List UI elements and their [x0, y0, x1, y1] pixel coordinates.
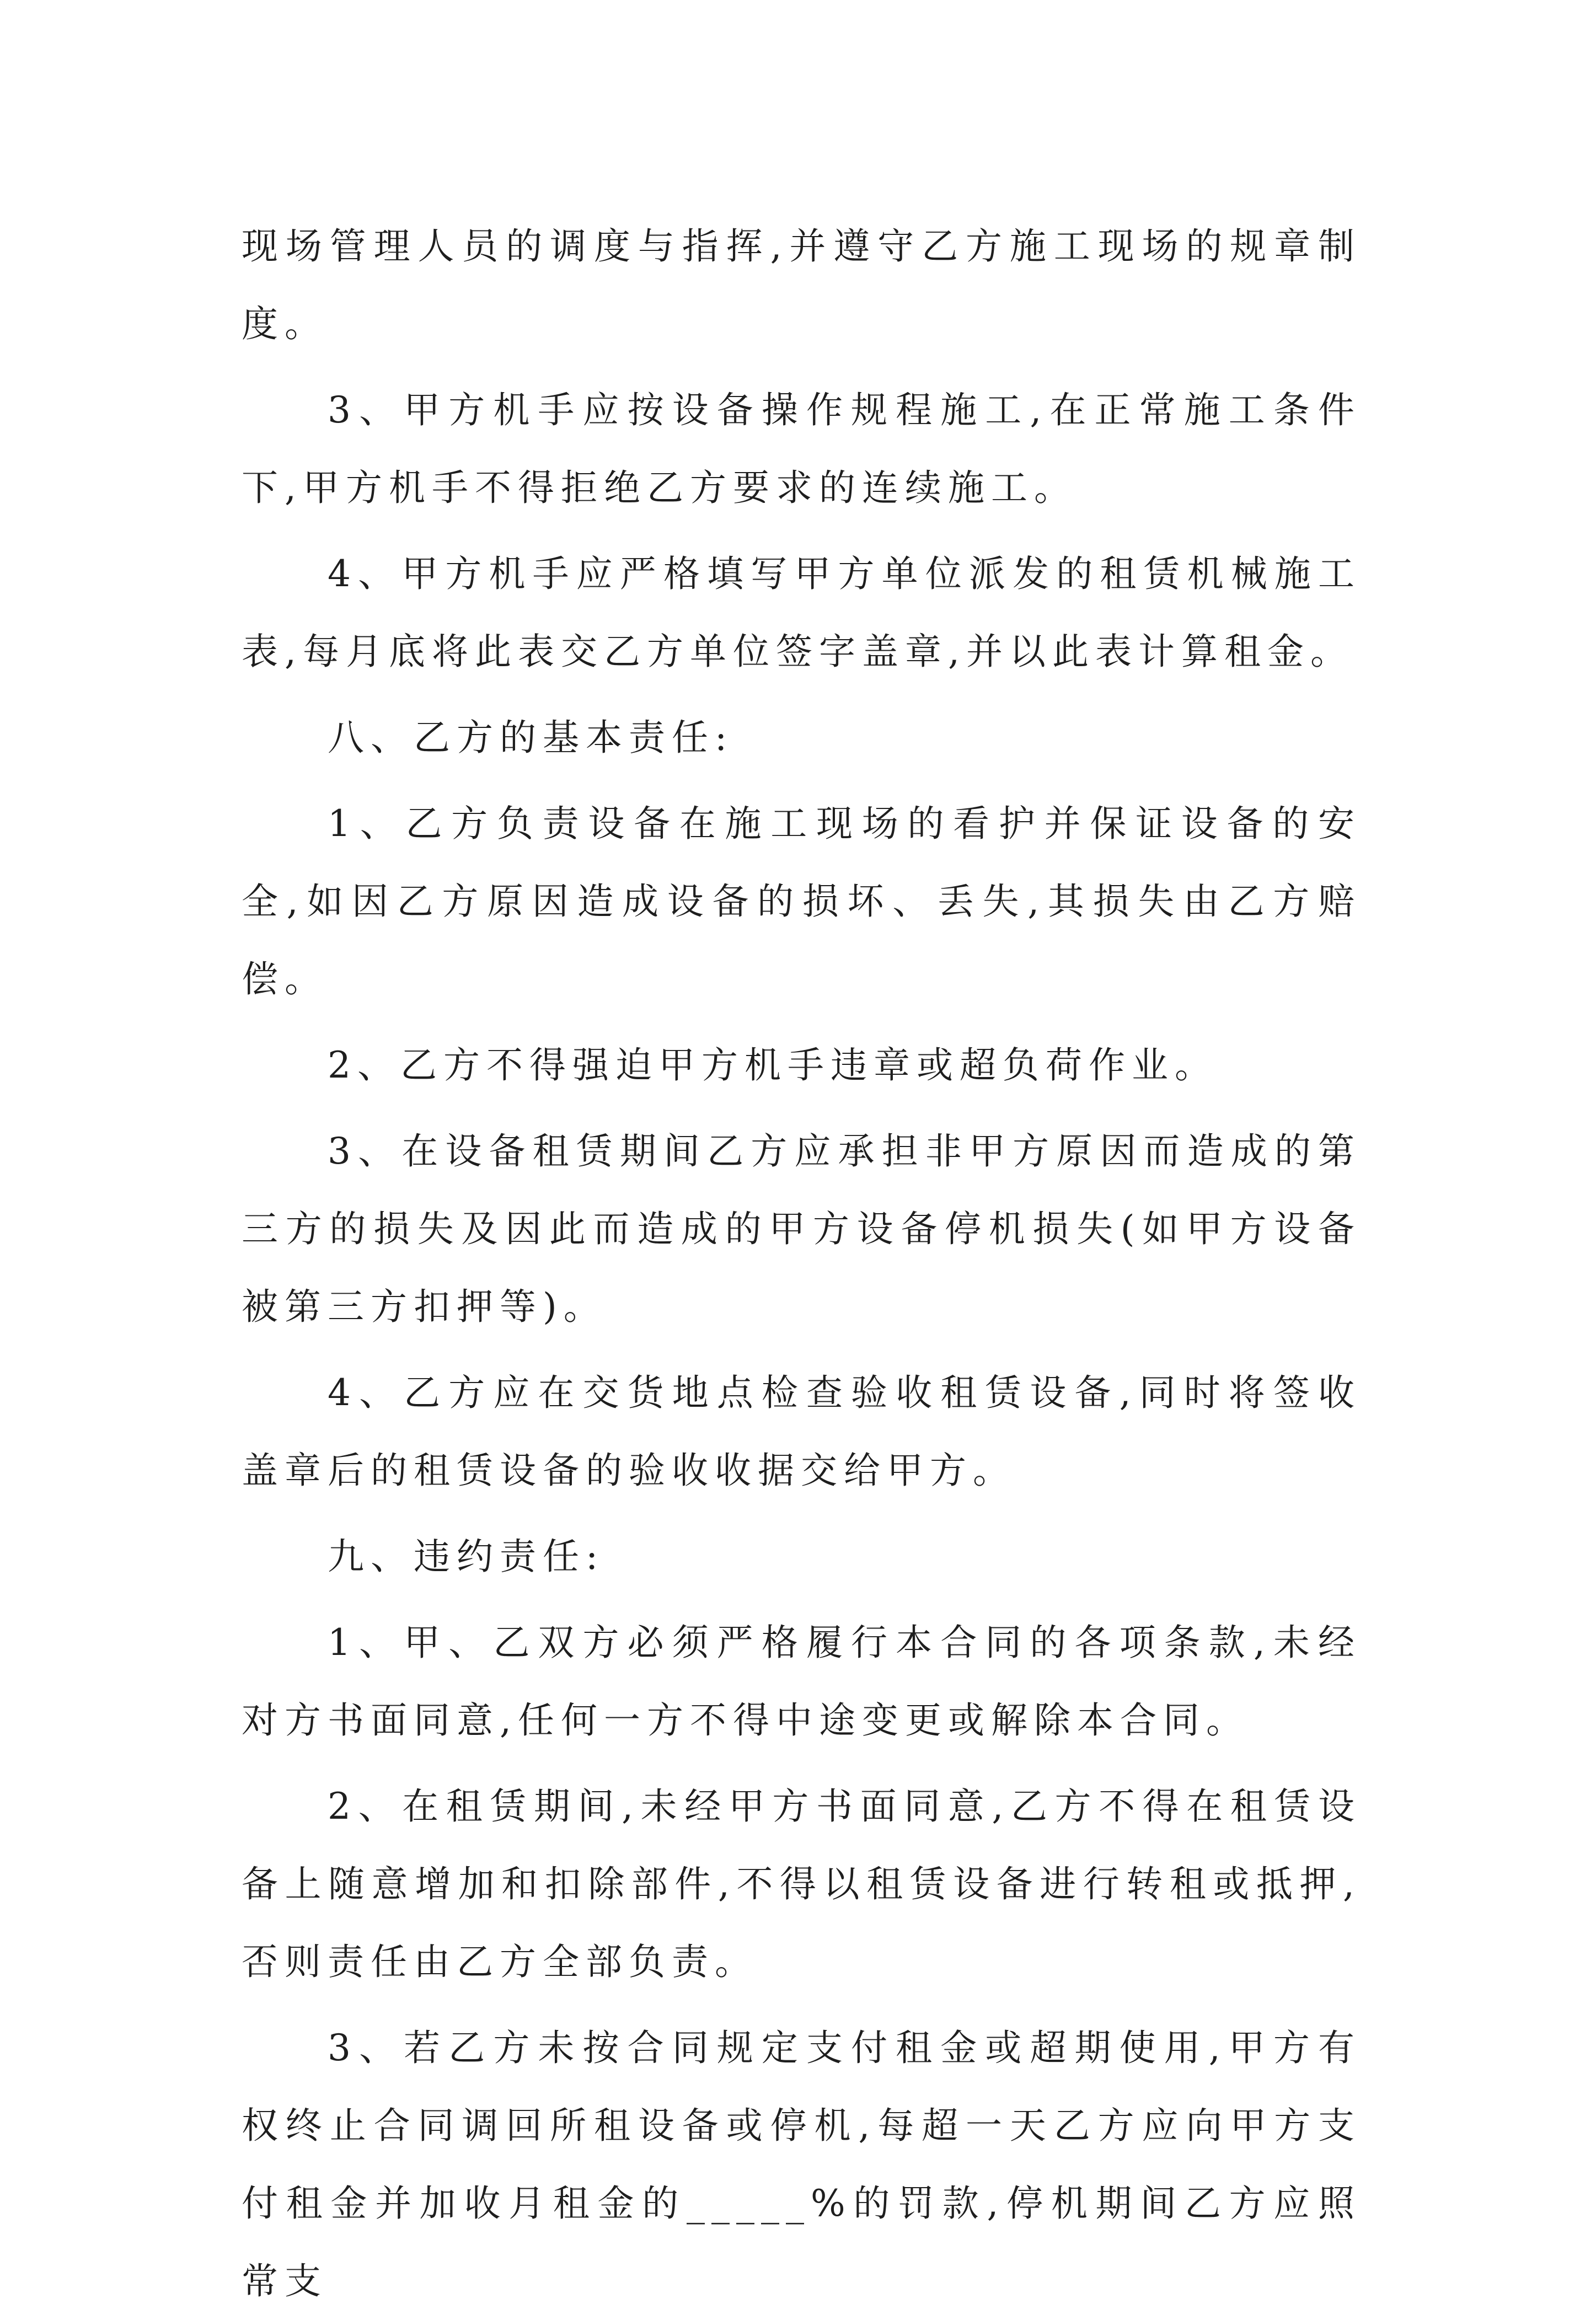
- section-heading-8: 八、乙方的基本责任:: [328, 716, 734, 759]
- paragraph-continuation: 现场管理人员的调度与指挥,并遵守乙方施工现场的规章制度。: [242, 225, 1361, 345]
- paragraph-clause-8-4: 4、乙方应在交货地点检查验收租赁设备,同时将签收盖章后的租赁设备的验收收据交给甲方。: [242, 1371, 1361, 1492]
- paragraph-clause-8-1: 1、乙方负责设备在施工现场的看护并保证设备的安全,如因乙方原因造成设备的损坏、丢失,其损失由乙方赔偿。: [242, 802, 1361, 1000]
- paragraph-clause-8-3: 3、在设备租赁期间乙方应承担非甲方原因而造成的第三方的损失及因此而造成的甲方设备停机损失(如甲方设备被第三方扣押等)。: [242, 1130, 1361, 1328]
- paragraph-clause-8-2: 2、乙方不得强迫甲方机手违章或超负荷作业。: [328, 1044, 1218, 1086]
- paragraph-clause-9-1: 1、甲、乙双方必须严格履行本合同的各项条款,未经对方书面同意,任何一方不得中途变更或解除本合同。: [242, 1621, 1361, 1742]
- section-heading-9: 九、违约责任:: [328, 1535, 605, 1578]
- paragraph-clause-9-2: 2、在租赁期间,未经甲方书面同意,乙方不得在租赁设备上随意增加和扣除部件,不得以租赁设备进行转租或抵押,否则责任由乙方全部负责。: [242, 1785, 1361, 1983]
- paragraph-clause-9-3: 3、若乙方未按合同规定支付租金或超期使用,甲方有权终止合同调回所租设备或停机,每超一天乙方应向甲方支付租金并加收月租金的_____%的罚款,停机期间乙方应照常支: [242, 2027, 1361, 2302]
- paragraph-clause-7-4: 4、甲方机手应严格填写甲方单位派发的租赁机械施工表,每月底将此表交乙方单位签字盖章,并以此表计算租金。: [242, 553, 1361, 673]
- paragraph-clause-7-3: 3、甲方机手应按设备操作规程施工,在正常施工条件下,甲方机手不得拒绝乙方要求的连续施工。: [242, 389, 1361, 509]
- document-body: [242, 207, 1361, 2320]
